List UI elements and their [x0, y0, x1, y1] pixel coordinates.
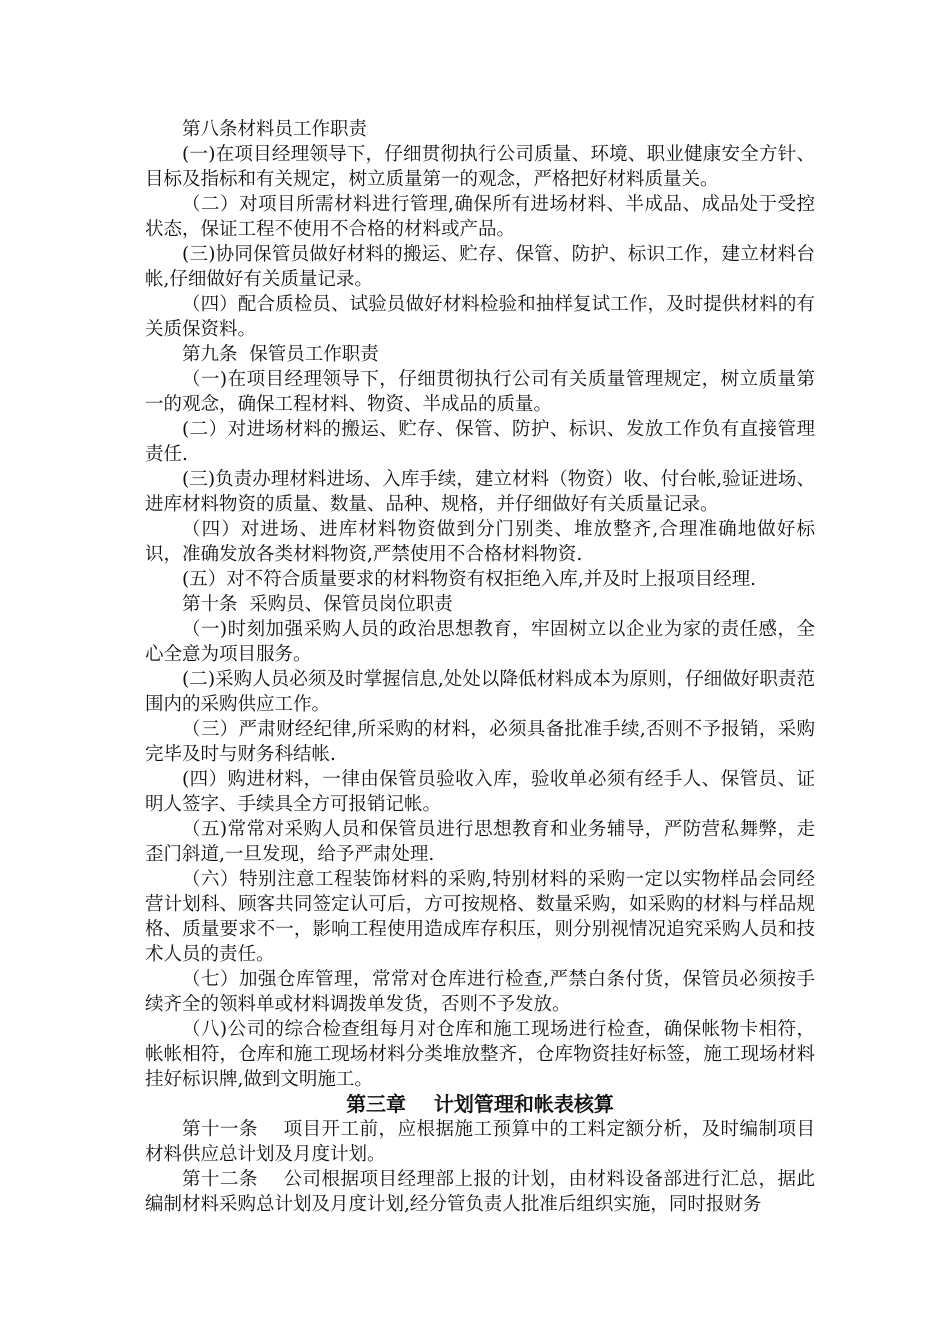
article-8-item-4: （四）配合质检员、试验员做好材料检验和抽样复试工作，及时提供材料的有关质保资料。: [145, 294, 815, 340]
article-10-item-1: （一)时刻加强采购人员的政治思想教育，牢固树立以企业为家的责任感，全心全意为项目服务。: [145, 619, 815, 665]
article-9-item-5: (五）对不符合质量要求的材料物资有权拒绝入库,并及时上报项目经理.: [182, 569, 756, 590]
article-10-item-4: (四）购进材料，一律由保管员验收入库，验收单必须有经手人、保管员、证明人签字、手续具全方可报销记帐。: [145, 769, 815, 815]
article-10-item-3: （三）严肃财经纪律,所采购的材料，必须具备批准手续,否则不予报销，采购完毕及时与财务科结帐.: [145, 719, 815, 765]
article-10-item-5: （五)常常对采购人员和保管员进行思想教育和业务辅导，严防营私舞弊，走歪门斜道,一旦发现，给予严肃处理.: [145, 819, 815, 865]
article-9-item-2: (二）对进场材料的搬运、贮存、保管、防护、标识、发放工作负有直接管理责任.: [145, 419, 815, 465]
article-9-item-4: （四）对进场、进库材料物资做到分门别类、堆放整齐,合理准确地做好标识，准确发放各类材料物资,严禁使用不合格材料物资.: [145, 519, 815, 565]
article-10-item-8: （八)公司的综合检查组每月对仓库和施工现场进行检查，确保帐物卡相符，帐帐相符，仓库和施工现场材料分类堆放整齐，仓库物资挂好标签，施工现场材料挂好标识牌,做到文明施工。: [145, 1019, 815, 1090]
article-10-item-6: （六）特别注意工程装饰材料的采购,特别材料的采购一定以实物样品会同经营计划科、顾客共同签定认可后，方可按规格、数量采购，如采购的材料与样品规格、质量要求不一，影响工程使用造成库存积压，则分别视情况追究采购人员和技术人员的责任。: [145, 869, 815, 965]
chapter-title: 第三章 计划管理和帐表核算: [346, 1092, 614, 1116]
article-12: 第十二条 公司根据项目经理部上报的计划，由材料设备部进行汇总，据此编制材料采购总计划及月度计划,经分管负责人批准后组织实施，同时报财务: [145, 1169, 815, 1215]
article-10-heading: 第十条 采购员、保管员岗位职责: [182, 594, 453, 615]
article-8-item-3: (三)协同保管员做好材料的搬运、贮存、保管、防护、标识工作，建立材料台帐,仔细做好有关质量记录。: [145, 244, 815, 290]
document-page: [145, 117, 815, 1217]
article-9-heading: 第九条 保管员工作职责: [182, 344, 379, 365]
article-10-item-2: (二)采购人员必须及时掌握信息,处处以降低材料成本为原则，仔细做好职责范围内的采购供应工作。: [145, 669, 815, 715]
article-10-item-7: （七）加强仓库管理，常常对仓库进行检查,严禁白条付货，保管员必须按手续齐全的领料单或材料调拨单发货，否则不予发放。: [145, 969, 815, 1015]
article-11: 第十一条 项目开工前，应根据施工预算中的工料定额分析，及时编制项目材料供应总计划及月度计划。: [145, 1119, 815, 1165]
article-8-heading: 第八条材料员工作职责: [182, 119, 368, 140]
article-8-item-2: （二）对项目所需材料进行管理,确保所有进场材料、半成品、成品处于受控状态，保证工程不使用不合格的材料或产品。: [145, 194, 815, 240]
article-9-item-1: （一)在项目经理领导下，仔细贯彻执行公司有关质量管理规定，树立质量第一的观念，确保工程材料、物资、半成品的质量。: [145, 369, 815, 415]
article-8-item-1: (一)在项目经理领导下，仔细贯彻执行公司质量、环境、职业健康安全方针、目标及指标和有关规定，树立质量第一的观念，严格把好材料质量关。: [145, 144, 815, 190]
article-9-item-3: (三)负责办理材料进场、入库手续，建立材料（物资）收、付台帐,验证进场、进库材料物资的质量、数量、品种、规格，并仔细做好有关质量记录。: [145, 469, 815, 515]
